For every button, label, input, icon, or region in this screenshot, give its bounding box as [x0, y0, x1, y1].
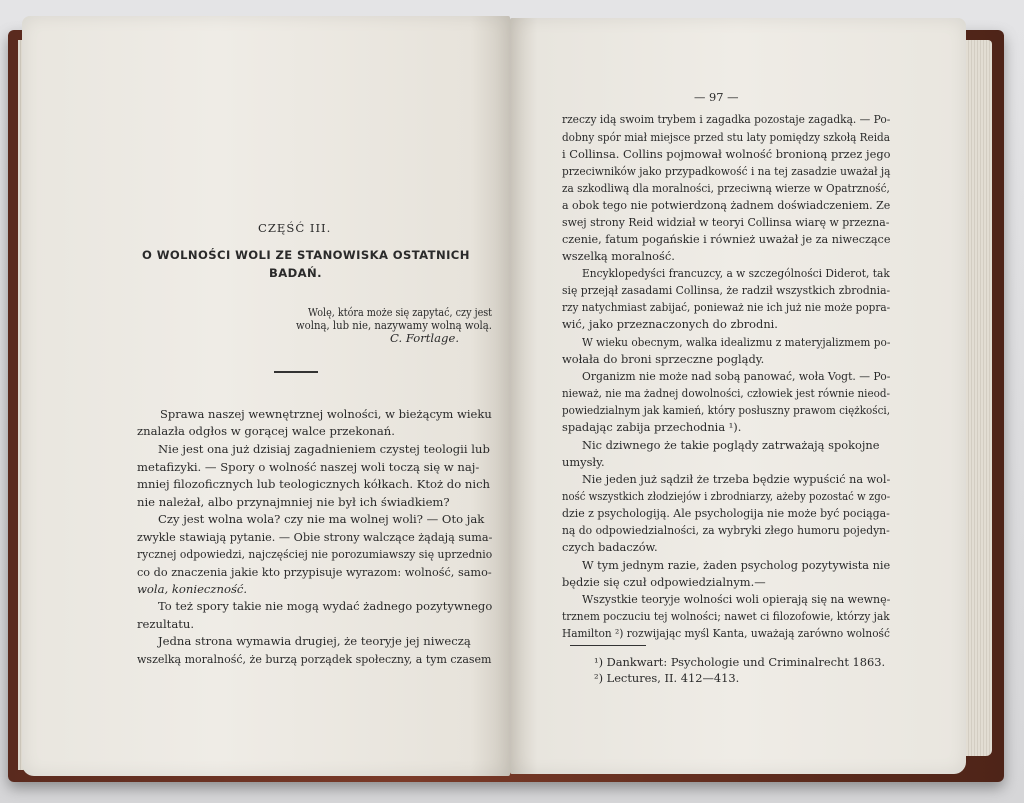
left-body-line: Czy jest wolna wola? czy nie ma wolnej woli? — Oto jak	[158, 512, 485, 526]
right-body-line: wszelką moralność.	[562, 249, 675, 263]
left-body-line: co do znaczenia jakie kto przypisuje wyrazom: wolność, samo-	[137, 565, 492, 579]
left-body-line: rycznej odpowiedzi, najczęściej nie porozumiawszy się uprzednio	[137, 547, 493, 561]
right-body-line: wić, jako przeznaczonych do zbrodni.	[562, 317, 778, 331]
right-body-line: trznem poczuciu tej wolności; nawet ci filozofowie, którzy jak	[562, 609, 890, 623]
footnote-1: ¹) Dankwart: Psychologie und Criminalrecht 1863.	[594, 655, 886, 669]
right-body-line: się przejął zasadami Collinsa, że radził wszystkich zbrodnia-	[562, 283, 891, 297]
right-body-line: za szkodliwą dla moralności, przeciwną wierze w Opatrzność,	[562, 181, 890, 195]
chapter-title-line2: BADAŃ.	[269, 266, 322, 280]
right-body-line: wołała do broni sprzeczne poglądy.	[562, 352, 765, 366]
right-body-line: W wieku obecnym, walka idealizmu z materyjalizmem po-	[582, 335, 891, 349]
right-body-line: swej strony Reid widział w teoryi Collinsa wiarę w przezna-	[562, 215, 890, 229]
left-body-line: znalazła odgłos w gorącej walce przekonań.	[137, 424, 395, 438]
right-body-line: W tym jednym razie, żaden psycholog pozytywista nie	[582, 558, 891, 572]
right-body-line: Nic dziwnego że takie poglądy zatrważają spokojne	[582, 438, 880, 452]
right-body-line: Hamilton ²) rozwijając myśl Kanta, uważają zarówno wolność	[562, 626, 890, 640]
left-body-line: wszelką moralność, że burzą porządek społeczny, a tym czasem	[137, 652, 492, 666]
right-body-line: Encyklopedyści francuzcy, a w szczególności Diderot, tak	[582, 266, 890, 280]
left-body-line: Jedna strona wymawia drugiej, że teoryje jej niweczą	[158, 634, 471, 648]
section-divider	[274, 371, 318, 373]
right-body-line: czych badaczów.	[562, 540, 658, 554]
right-body-line: spadając zabija przechodnia ¹).	[562, 420, 742, 434]
motto-line2: wolną, lub nie, nazywamy wolną wolą.	[296, 318, 493, 332]
right-body-line: czenie, fatum pogańskie i również uważał je za niweczące	[562, 232, 891, 246]
right-body-line: umysły.	[562, 455, 605, 469]
page-number: — 97 —	[694, 90, 739, 104]
right-body-line: Organizm nie może nad sobą panować, woła Vogt. — Po-	[582, 369, 891, 383]
right-body-line: przeciwników jako przypadkowość i na tej zasadzie uważał ją	[562, 164, 891, 178]
right-body-line: rzeczy idą swoim trybem i zagadka pozostaje zagadką. — Po-	[562, 112, 891, 126]
left-body-line: To też spory takie nie mogą wydać żadnego pozytywnego	[158, 599, 493, 613]
left-body-line: nie należał, albo przynajmniej nie był ich świadkiem?	[137, 495, 450, 509]
right-body-line: powiedzialnym jak kamień, który posłuszny prawom ciężkości,	[562, 403, 890, 417]
left-body-line: zwykle stawiają pytanie. — Obie strony walczące żądają suma-	[137, 530, 493, 544]
left-body-line: metafizyki. — Spory o wolność naszej woli toczą się w naj-	[137, 460, 480, 474]
motto-line1: Wolę, która może się zapytać, czy jest	[308, 305, 493, 319]
right-body-line: dzie z psychologiją. Ale psychologija nie może być pociąga-	[562, 506, 890, 520]
right-body-line: będzie się czuł odpowiedzialnym.—	[562, 575, 766, 589]
left-body-line: mniej filozoficznych lub teologicznych kółkach. Ktoż do nich	[137, 477, 491, 491]
footnote-2: ²) Lectures, II. 412—413.	[594, 671, 740, 685]
footnote-divider	[570, 645, 646, 646]
right-body-line: Wszystkie teoryje wolności woli opierają się na wewnę-	[582, 592, 891, 606]
motto-author: C. Fortlage.	[390, 331, 460, 345]
left-body-line: Nie jest ona już dzisiaj zagadnieniem czystej teologii lub	[158, 442, 490, 456]
right-body-line: a obok tego nie potwierdzoną żadnem doświadczeniem. Ze	[562, 198, 891, 212]
part-heading: CZĘŚĆ III.	[258, 221, 332, 235]
right-body-line: i Collinsa. Collins pojmował wolność bronioną przez jego	[562, 147, 891, 161]
chapter-title-line1: O WOLNOŚCI WOLI ZE STANOWISKA OSTATNICH	[142, 248, 470, 262]
left-body-line: wola, konieczność.	[137, 582, 248, 596]
right-body-line: rzy natychmiast zabijać, ponieważ nie ich już nie może popra-	[562, 300, 891, 314]
left-body-line: Sprawa naszej wewnętrznej wolności, w bieżącym wieku	[160, 407, 492, 421]
right-body-line: ność wszystkich złodziejów i zbrodniarzy, ażeby pozostać w zgo-	[562, 489, 891, 503]
right-body-line: dobny spór miał miejsce przed stu laty pomiędzy szkołą Reida	[562, 130, 890, 144]
right-body-line: nieważ, nie ma żadnej dowolności, człowiek jest równie nieod-	[562, 386, 891, 400]
left-body-line: rezultatu.	[137, 617, 195, 631]
right-body-line: Nie jeden już sądził że trzeba będzie wypuścić na wol-	[582, 472, 891, 486]
right-body-line: ną do odpowiedzialności, za wybryki złego humoru pojedyn-	[562, 523, 890, 537]
